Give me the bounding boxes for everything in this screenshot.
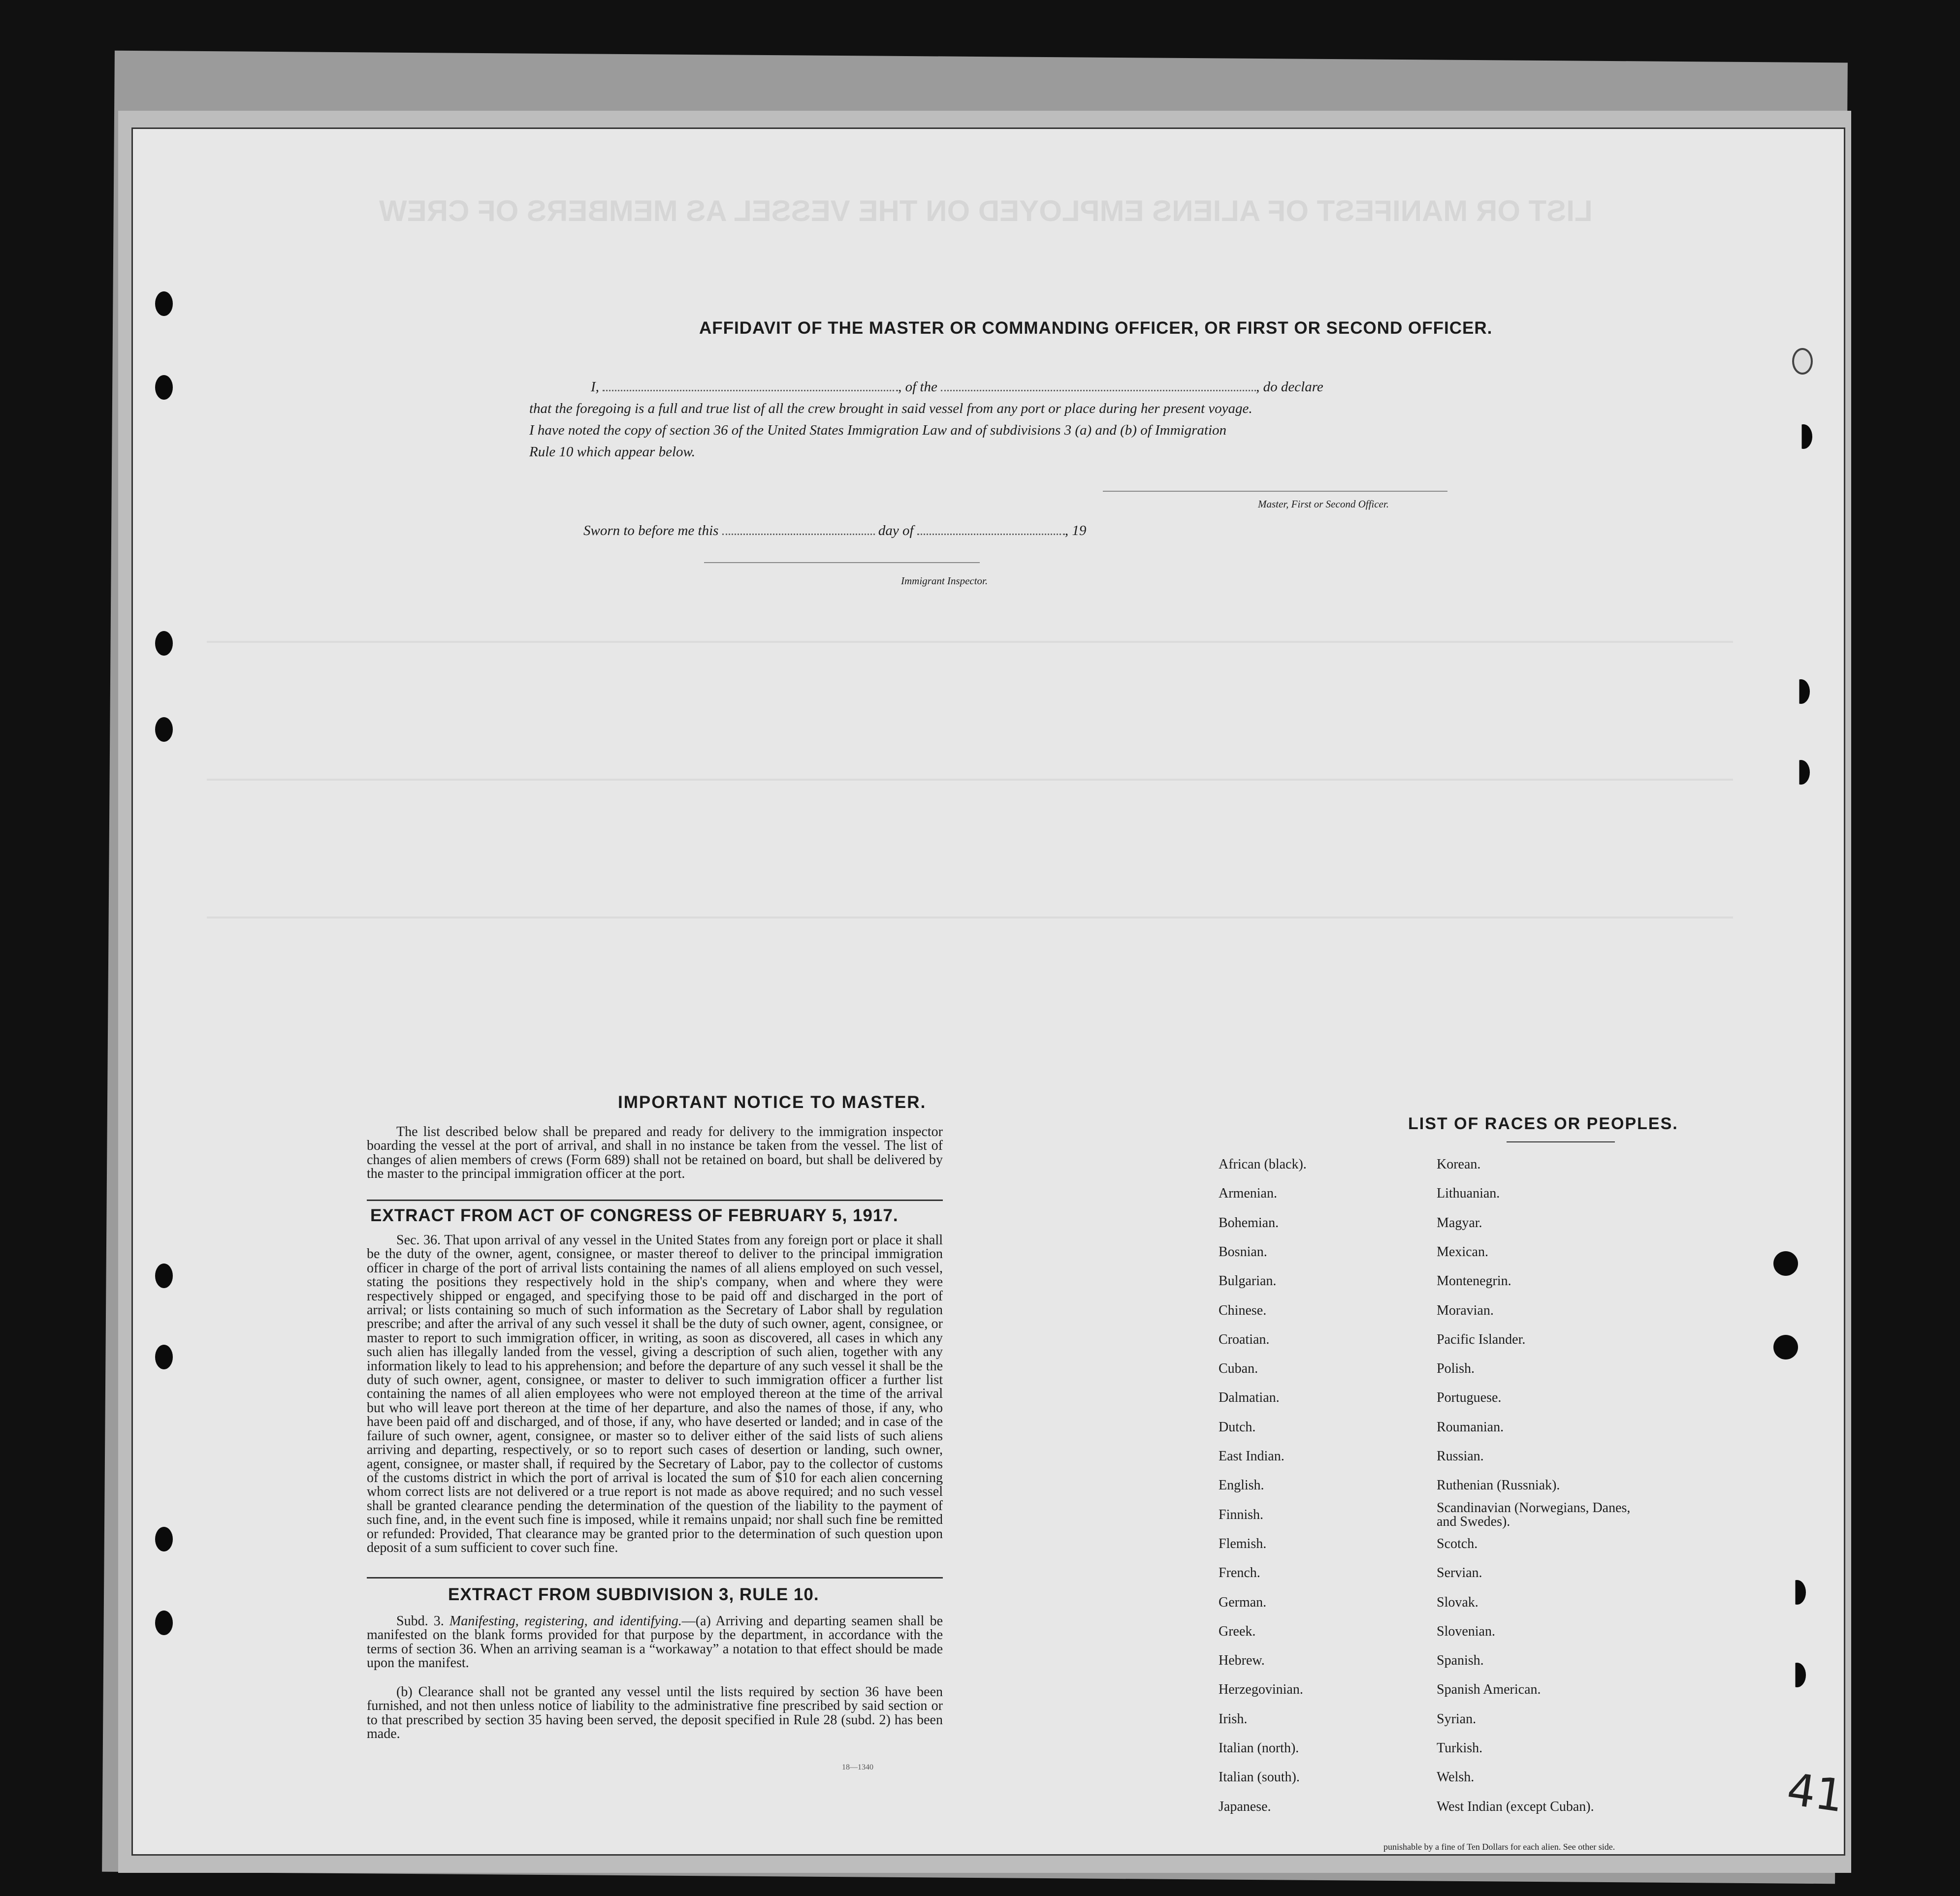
race-item: English. [1219,1478,1264,1493]
race-item: Welsh. [1437,1770,1475,1785]
punch-hole [155,291,173,316]
race-item: Mexican. [1437,1244,1488,1260]
race-item: Ruthenian (Russniak). [1437,1478,1560,1493]
punch-hole [1773,1251,1798,1276]
race-item: African (black). [1219,1157,1307,1172]
notice-text: The list described below shall be prepared and ready for delivery to the immigration inspector boarding the vessel at the port of arrival, and shall in no instance be taken from the vessel. The list of changes of alien members of crews (Form 689) shall not be retained on board, but shall be delivered by the master to the principal immigration officer at the port. [367,1124,943,1182]
race-item: Bohemian. [1219,1215,1279,1231]
affidavit-line-3: I have noted the copy of section 36 of the United States Immigration Law and of subdivisions 3 (a) and (b) of Immigration [529,422,1227,438]
subd-a-body: —(a) Arriving and departing seamen shall be manifested on the blank forms provided for that purpose by the department, in accordance with the terms of section 36. When an arriving seaman is a “workaway” a notation to that effect should be made upon the manifest. [367,1613,943,1671]
punch-hole [155,1527,173,1551]
race-item: Greek. [1219,1624,1256,1639]
race-item: Montenegrin. [1437,1273,1511,1289]
name-field[interactable] [603,379,898,391]
bleed-rule [207,779,1733,781]
race-item: Korean. [1437,1157,1481,1172]
race-item: Pacific Islander. [1437,1332,1526,1347]
punch-hole [155,717,173,742]
race-item: Spanish. [1437,1653,1484,1668]
race-item: French. [1219,1565,1260,1580]
form-number: 18—1340 [842,1763,873,1771]
race-item: East Indian. [1219,1449,1285,1464]
subdivision-a-text [367,1614,943,1671]
race-item: Japanese. [1219,1799,1271,1814]
race-item: Scandinavian (Norwegians, Danes, and Swedes). [1437,1500,1631,1529]
subd-label: Subd. 3. [396,1613,444,1629]
affidavit-line-2: that the foregoing is a full and true list of all the crew brought in said vessel from any port or place during her present voyage. [529,401,1253,416]
race-item: Finnish. [1219,1507,1264,1522]
sworn-text: Sworn to before me this [583,523,719,538]
race-item: Lithuanian. [1437,1186,1500,1201]
race-item: Syrian. [1437,1711,1477,1727]
punch-hole [1773,1335,1798,1359]
race-item: Bosnian. [1219,1244,1267,1260]
race-item: Armenian. [1219,1186,1277,1201]
sworn-line [583,523,1086,539]
divider [367,1577,943,1579]
race-item: Spanish American. [1437,1682,1541,1697]
punch-hole [1795,424,1812,449]
race-item: Dutch. [1219,1420,1256,1435]
race-item: Croatian. [1219,1332,1270,1347]
race-item: Portuguese. [1437,1390,1502,1405]
race-item: Italian (north). [1219,1740,1299,1756]
punch-hole [155,375,173,400]
punch-hole [155,1611,173,1635]
month-field[interactable] [917,523,1065,535]
rule-extract-title: EXTRACT FROM SUBDIVISION 3, RULE 10. [448,1585,819,1604]
affidavit-of-the: , of the [898,379,937,395]
day-of-text: day of [878,523,914,538]
punch-hole [1788,1663,1806,1687]
race-item: Cuban. [1219,1361,1258,1376]
race-item: West Indian (except Cuban). [1437,1799,1594,1814]
race-item: Roumanian. [1437,1420,1504,1435]
pencil-mark: 41 [1784,1763,1847,1823]
affidavit-line-1 [591,379,1323,395]
bottom-note: punishable by a fine of Ten Dollars for each alien. See other side. [1383,1842,1615,1852]
race-item: Italian (south). [1219,1770,1300,1785]
punch-hole [155,631,173,656]
master-signature-line[interactable] [1103,491,1447,492]
race-item: Russian. [1437,1449,1484,1464]
race-item: Servian. [1437,1565,1482,1580]
affidavit-i: I, [591,379,599,395]
affidavit-line-4: Rule 10 which appear below. [529,444,695,460]
bleed-rule [207,641,1733,643]
punch-hole [1792,760,1810,785]
race-item: Irish. [1219,1711,1248,1727]
document-page [133,129,1844,1854]
punch-hole [1788,1580,1806,1605]
punch-hole-ring [1792,348,1813,375]
punch-hole [155,1264,173,1288]
bleed-rule [207,916,1733,918]
affidavit-declare: , do declare [1256,379,1323,395]
race-item: Chinese. [1219,1303,1267,1318]
bleed-through-title: LIST OR MANIFEST OF ALIENS EMPLOYED ON THE VESSEL AS MEMBERS OF CREW [379,194,1593,227]
vessel-field[interactable] [941,379,1256,391]
race-item: Bulgarian. [1219,1273,1277,1289]
race-item: Moravian. [1437,1303,1494,1318]
day-field[interactable] [722,523,875,535]
section-36-text [367,1233,943,1555]
race-item: Magyar. [1437,1215,1482,1231]
race-item: Turkish. [1437,1740,1483,1756]
race-item: Flemish. [1219,1536,1267,1551]
section-body: That upon arrival of any vessel in the United States from any foreign port or place it shall be the duty of the owner, agent, consignee, or master thereof to deliver to the principal immigration officer in charge of the port of arrival lists containing the names of all aliens employed on such vessel, stating the positions they respectively hold in the ship's company, when and where they were respectively shipped or engaged, and specifying those to be paid off and discharged in the port of arrival; or lists containing so much of such information as the Secretary of Labor shall by regulation prescribe; and after the arrival of any such vessel it shall be the duty of such owner, agent, consignee, or master to report to such immigration officer, in writing, as soon as discovered, all cases in which any such alien has illegally landed from the vessel, giving a description of such alien, together with any information likely to lead to his apprehension; and before the departure of any such vessel it shall be the duty of such owner, agent, consignee, or master to deliver to such immigration officer a further list containing the names of all alien employees who were not employed thereon at the time of the arrival but who will leave port thereon at the time of her departure, and also the names of those, if any, who have been paid off and discharged, and of those, if any, who have deserted or landed; and in case of the failure of such owner, agent, consignee, or master so to deliver either of the said lists of such aliens arriving and departing, respectively, or so to report such cases of desertion or landing, such owner, agent, consignee, or master shall, if required by the Secretary of Labor, pay to the collector of customs of the customs district in which the port of arrival is located the sum of $10 for each alien concerning whom correct lists are not delivered or a true report is not made as above required; and no such vessel shall be granted clearance pending the determination of the question of the liability to the payment of such fine, and, in the event such fine is imposed, while it remains unpaid; nor shall such fine be remitted or refunded: Provided, That clearance may be granted prior to the determination of such question upon deposit of a sum sufficient to cover such fine. [367,1232,943,1555]
inspector-signature-label: Immigrant Inspector. [901,575,988,587]
subdivision-b-text: (b) Clearance shall not be granted any vessel until the lists required by section 36 have been furnished, and not then unless notice of liability to the administrative fine prescribed by said section or to that prescribed by section 35 having been served, the deposit specified in Rule 28 (subd. 2) has been made. [367,1684,943,1742]
act-extract-title: EXTRACT FROM ACT OF CONGRESS OF FEBRUARY 5, 1917. [370,1206,899,1225]
race-item: Herzegovinian. [1219,1682,1303,1697]
races-title-rule [1507,1141,1615,1142]
master-signature-label: Master, First or Second Officer. [1258,498,1389,510]
section-label: Sec. 36. [396,1232,441,1248]
race-item: Slovenian. [1437,1624,1495,1639]
race-item: Polish. [1437,1361,1475,1376]
inspector-signature-line[interactable] [704,562,980,563]
race-item: Dalmatian. [1219,1390,1280,1405]
divider [367,1200,943,1201]
races-title: LIST OF RACES OR PEOPLES. [1408,1114,1678,1133]
affidavit-title: AFFIDAVIT OF THE MASTER OR COMMANDING OFFICER, OR FIRST OR SECOND OFFICER. [699,318,1493,338]
race-item: German. [1219,1595,1267,1610]
race-item: Scotch. [1437,1536,1478,1551]
race-item: Slovak. [1437,1595,1478,1610]
subd-heading: Manifesting, registering, and identifying. [449,1613,682,1629]
punch-hole [155,1345,173,1369]
race-item: Hebrew. [1219,1653,1265,1668]
notice-title: IMPORTANT NOTICE TO MASTER. [618,1093,927,1112]
year-text: , 19 [1064,523,1087,538]
punch-hole [1792,679,1810,704]
